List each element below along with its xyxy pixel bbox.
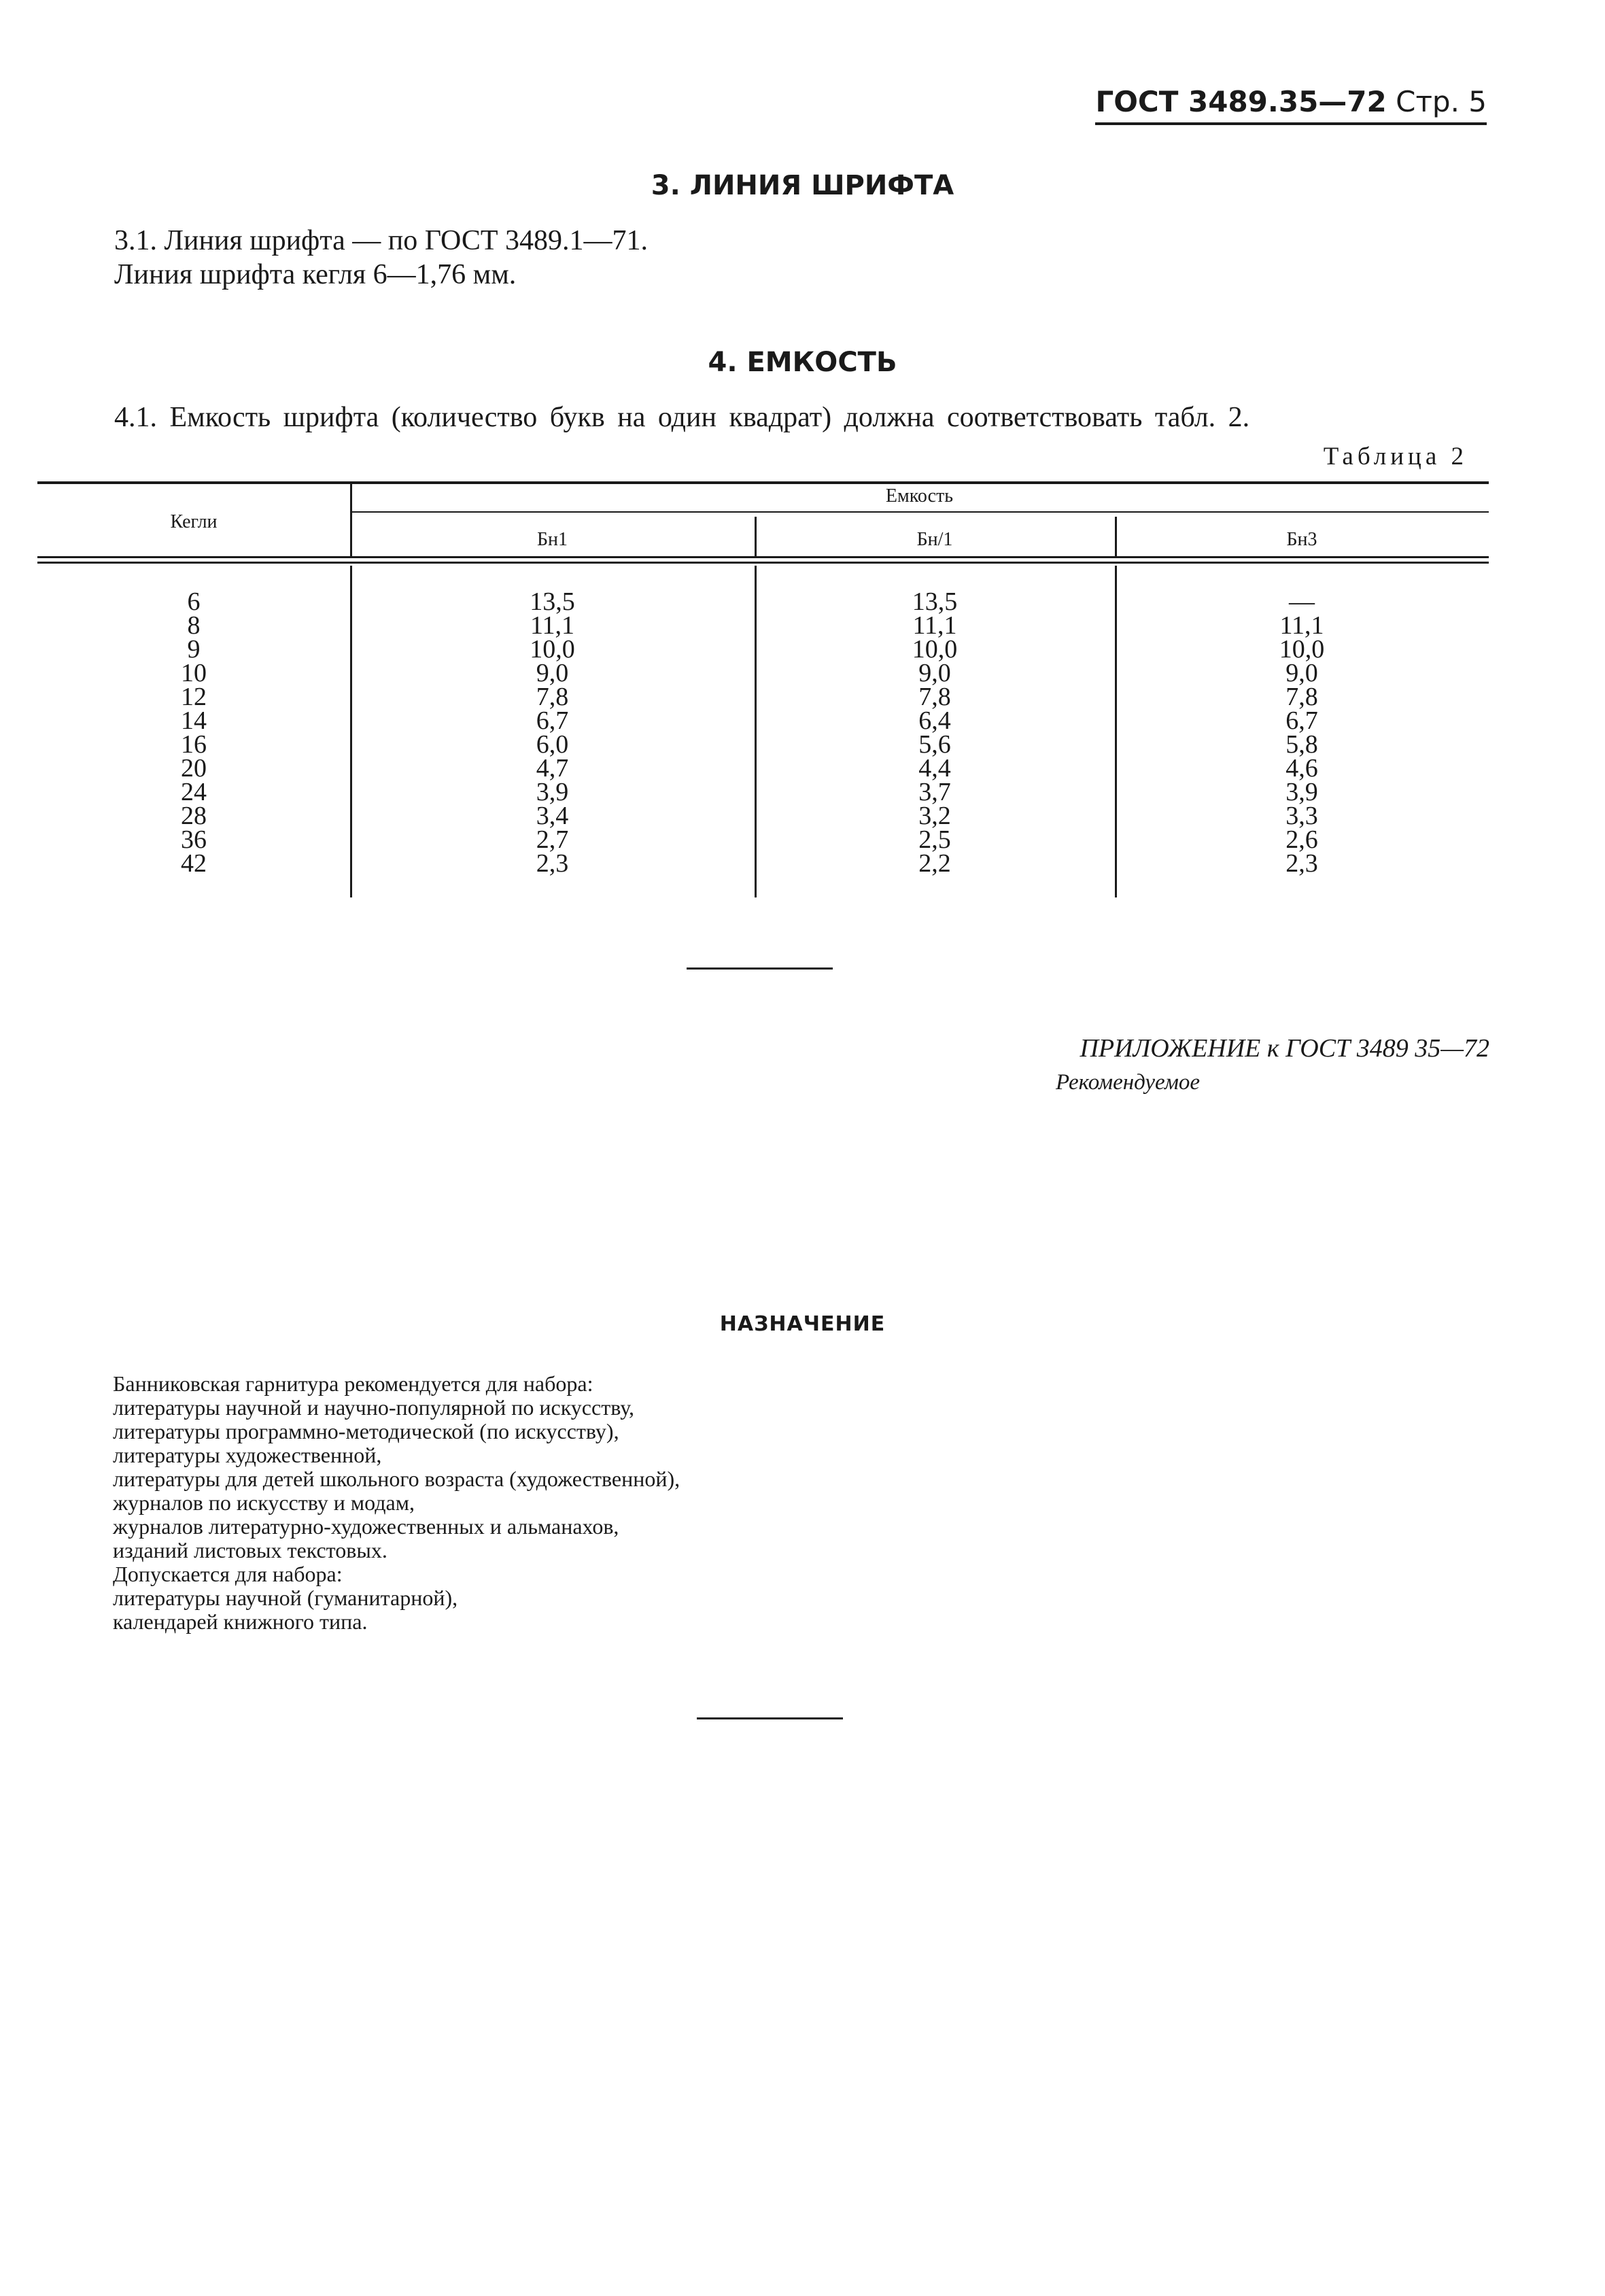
purpose-line: литературы научной и научно-популярной по искусству, (113, 1395, 634, 1420)
section-3-line-2: Линия шрифта кегля 6—1,76 мм. (114, 259, 517, 290)
purpose-list (113, 1372, 680, 1634)
purpose-line: изданий листовых текстовых. (113, 1538, 387, 1562)
standard-code: ГОСТ 3489.35—72 (1095, 85, 1387, 118)
section-3-title: 3. ЛИНИЯ ШРИФТА (651, 170, 954, 201)
bn1-cell: 6,0 (536, 730, 569, 759)
appendix-title: ПРИЛОЖЕНИЕ к ГОСТ 3489 35—72 (1080, 1034, 1489, 1063)
kegl-cell: 10 (181, 659, 207, 687)
bn3-cell: — (1289, 587, 1315, 616)
purpose-line: журналов по искусству и модам, (113, 1490, 415, 1515)
bn1-cell: 10,0 (530, 635, 575, 664)
separator-rule-1 (687, 967, 833, 970)
purpose-line: литературы для детей школьного возраста (художественной), (113, 1467, 680, 1491)
section-4-line-1: 4.1. Емкость шрифта (количество букв на один квадрат) должна соответствовать табл. 2. (114, 402, 1250, 433)
purpose-line: календарей книжного типа. (113, 1609, 368, 1634)
purpose-line: Банниковская гарнитура рекомендуется для набора: (113, 1371, 593, 1396)
bn1-cell: 13,5 (530, 587, 575, 616)
bn1-cell: 3,4 (536, 802, 569, 830)
kegl-cell: 36 (181, 825, 207, 854)
kegl-cell: 14 (181, 706, 207, 735)
bn1-cell: 6,7 (536, 706, 569, 735)
header-kegli: Кегли (170, 511, 218, 532)
header-rule-1 (37, 556, 1489, 558)
header-bn3: Бн3 (1286, 529, 1317, 550)
bn1-cell: 7,8 (536, 683, 569, 711)
page-header (1095, 85, 1487, 125)
purpose-title: НАЗНАЧЕНИЕ (719, 1312, 886, 1336)
kegl-cell: 42 (181, 849, 207, 878)
header-bn-1: Бн/1 (916, 529, 953, 550)
bn-1-cell: 4,4 (918, 754, 951, 783)
header-rule-2 (37, 562, 1489, 564)
table-caption: Таблица 2 (1323, 443, 1468, 470)
bn3-cell: 3,3 (1285, 802, 1318, 830)
page-number: Стр. 5 (1396, 85, 1487, 118)
purpose-line: литературы программно-методической (по искусству), (113, 1419, 619, 1443)
capacity-table (37, 476, 1489, 897)
bn3-cell: 5,8 (1285, 730, 1318, 759)
purpose-line: литературы научной (гуманитарной), (113, 1586, 458, 1610)
bn-1-cell: 3,2 (918, 802, 951, 830)
column-bn1 (350, 587, 755, 878)
bn3-cell: 3,9 (1285, 778, 1318, 806)
bn-1-cell: 7,8 (918, 683, 951, 711)
bn3-cell: 11,1 (1279, 611, 1324, 640)
bn1-cell: 11,1 (530, 611, 575, 640)
section-4-title: 4. ЕМКОСТЬ (708, 347, 897, 378)
column-bn-1 (755, 587, 1115, 878)
bn3-cell: 9,0 (1285, 659, 1318, 687)
bn-1-cell: 11,1 (912, 611, 957, 640)
bn1-cell: 2,3 (536, 849, 569, 878)
bn3-cell: 2,6 (1285, 825, 1318, 854)
kegl-cell: 6 (187, 587, 201, 616)
bn1-cell: 2,7 (536, 825, 569, 854)
appendix-subtitle: Рекомендуемое (1056, 1070, 1201, 1095)
kegl-cell: 16 (181, 730, 207, 759)
bn-1-cell: 2,2 (918, 849, 951, 878)
kegl-cell: 24 (181, 778, 207, 806)
column-bn3 (1115, 587, 1489, 878)
header-bn1: Бн1 (536, 529, 568, 550)
bn3-cell: 6,7 (1285, 706, 1318, 735)
bn-1-cell: 10,0 (912, 635, 958, 664)
section-3-line-1: 3.1. Линия шрифта — по ГОСТ 3489.1—71. (114, 225, 648, 256)
bn1-cell: 3,9 (536, 778, 569, 806)
kegl-cell: 9 (187, 635, 201, 664)
table-top-rule (37, 481, 1489, 484)
bn-1-cell: 13,5 (912, 587, 958, 616)
bn3-cell: 4,6 (1285, 754, 1318, 783)
column-kegli (37, 587, 350, 878)
bn1-cell: 9,0 (536, 659, 569, 687)
purpose-line: журналов литературно-художественных и альманахов, (113, 1514, 619, 1539)
bn-1-cell: 9,0 (918, 659, 951, 687)
bn-1-cell: 2,5 (918, 825, 951, 854)
group-header-rule (350, 511, 1489, 513)
kegl-cell: 8 (187, 611, 201, 640)
bn3-cell: 10,0 (1279, 635, 1325, 664)
bn-1-cell: 6,4 (918, 706, 951, 735)
kegl-cell: 20 (181, 754, 207, 783)
purpose-line: литературы художественной, (113, 1443, 382, 1467)
bn1-cell: 4,7 (536, 754, 569, 783)
purpose-line: Допускается для набора: (113, 1562, 343, 1586)
bn3-cell: 2,3 (1285, 849, 1318, 878)
header-emkost: Емкость (885, 485, 954, 507)
kegl-cell: 28 (181, 802, 207, 830)
separator-rule-2 (697, 1717, 843, 1719)
bn-1-cell: 3,7 (918, 778, 951, 806)
bn-1-cell: 5,6 (918, 730, 951, 759)
kegl-cell: 12 (181, 683, 207, 711)
bn3-cell: 7,8 (1285, 683, 1318, 711)
